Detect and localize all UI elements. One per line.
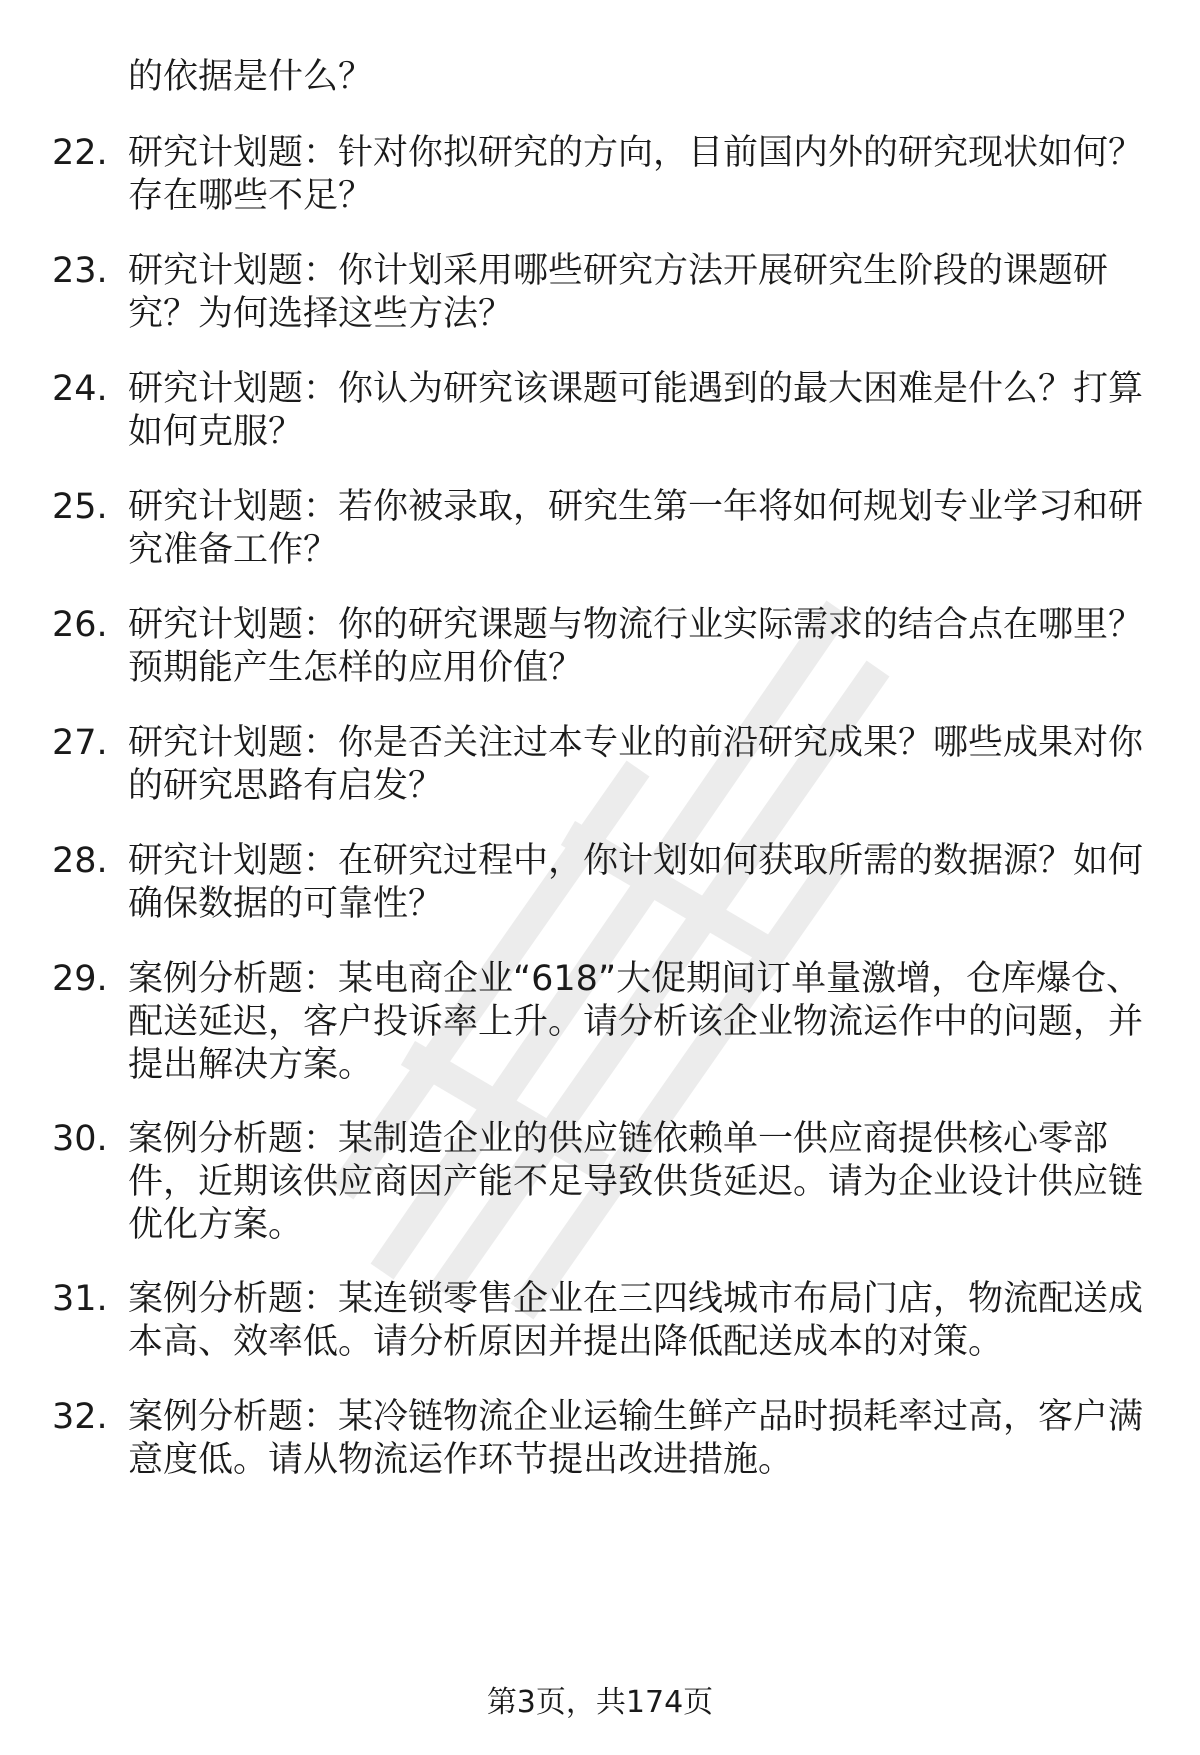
- question-number: 22.: [52, 133, 108, 173]
- question-text: 研究计划题：你是否关注过本专业的前沿研究成果？哪些成果对你的研究思路有启发？: [128, 723, 1144, 806]
- question-number: 26.: [52, 605, 108, 645]
- question-text: 研究计划题：你认为研究该课题可能遇到的最大困难是什么？打算如何克服？: [128, 369, 1144, 452]
- question-text: 案例分析题：某制造企业的供应链依赖单一供应商提供核心零部件，近期该供应商因产能不足导致供货延迟。请为企业设计供应链优化方案。: [128, 1119, 1144, 1245]
- question-number: 32.: [52, 1397, 108, 1437]
- question-text: 研究计划题：你计划采用哪些研究方法开展研究生阶段的课题研究？为何选择这些方法？: [128, 251, 1109, 334]
- question-text: 案例分析题：某电商企业“618”大促期间订单量激增，仓库爆仓、配送延迟，客户投诉率上升。请分析该企业物流运作中的问题，并提出解决方案。: [128, 959, 1144, 1085]
- question-number: 27.: [52, 723, 108, 763]
- page-footer: 第3页，共174页: [486, 1685, 714, 1720]
- question-number: 23.: [52, 251, 108, 291]
- question-number: 29.: [52, 959, 108, 999]
- question-number: 30.: [52, 1119, 108, 1159]
- question-text: 研究计划题：针对你拟研究的方向，目前国内外的研究现状如何？存在哪些不足？: [128, 133, 1144, 216]
- question-text: 研究计划题：在研究过程中，你计划如何获取所需的数据源？如何确保数据的可靠性？: [128, 841, 1144, 924]
- question-number: 31.: [52, 1279, 108, 1319]
- continuation-text: 的依据是什么？: [128, 57, 374, 97]
- question-number: 24.: [52, 369, 108, 409]
- question-text: 研究计划题：若你被录取，研究生第一年将如何规划专业学习和研究准备工作？: [128, 487, 1144, 570]
- question-text: 案例分析题：某冷链物流企业运输生鲜产品时损耗率过高，客户满意度低。请从物流运作环节提出改进措施。: [128, 1397, 1144, 1480]
- question-number: 25.: [52, 487, 108, 527]
- question-number: 28.: [52, 841, 108, 881]
- question-text: 案例分析题：某连锁零售企业在三四线城市布局门店，物流配送成本高、效率低。请分析原因并提出降低配送成本的对策。: [128, 1279, 1144, 1362]
- question-text: 研究计划题：你的研究课题与物流行业实际需求的结合点在哪里？预期能产生怎样的应用价值？: [128, 605, 1144, 688]
